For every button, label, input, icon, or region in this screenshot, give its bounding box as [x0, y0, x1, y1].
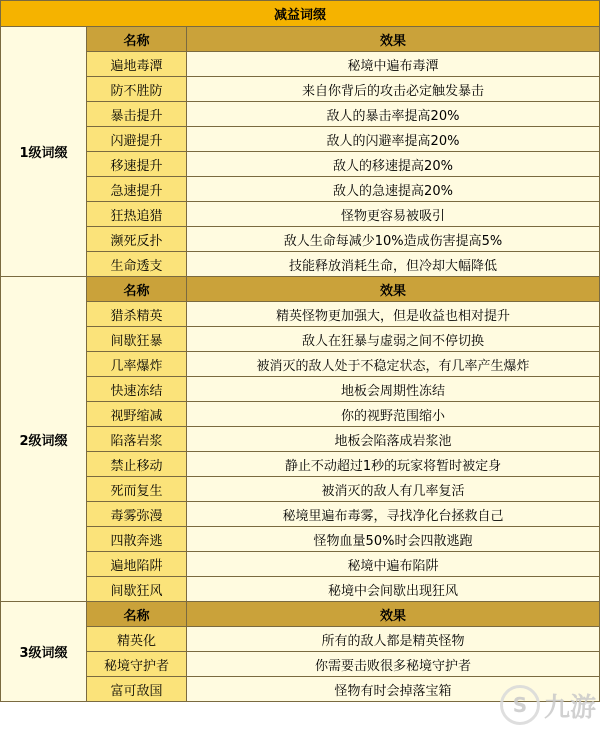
affix-name: 视野缩减	[87, 402, 187, 427]
affix-name: 防不胜防	[87, 77, 187, 102]
group-header-row	[1, 277, 600, 302]
table-row	[1, 352, 600, 377]
table-row	[1, 302, 600, 327]
affix-effect: 秘境里遍布毒雾，寻找净化台拯救自己	[187, 502, 600, 527]
affix-name: 猎杀精英	[87, 302, 187, 327]
affix-name: 快速冻结	[87, 377, 187, 402]
level-label: 1级词缀	[1, 27, 87, 277]
table-row	[1, 652, 600, 677]
table-row	[1, 552, 600, 577]
table-row	[1, 527, 600, 552]
table-row	[1, 627, 600, 652]
table-row	[1, 402, 600, 427]
table-row	[1, 477, 600, 502]
watermark-logo-icon: S	[500, 685, 540, 725]
column-header-name: 名称	[87, 602, 187, 627]
affix-name: 闪避提升	[87, 127, 187, 152]
affix-effect: 所有的敌人都是精英怪物	[187, 627, 600, 652]
table-row	[1, 377, 600, 402]
table-row	[1, 677, 600, 702]
table-row	[1, 52, 600, 77]
table-row	[1, 452, 600, 477]
affix-effect: 怪物有时会掉落宝箱	[187, 677, 600, 702]
column-header-name: 名称	[87, 27, 187, 52]
table-row	[1, 227, 600, 252]
affix-name: 四散奔逃	[87, 527, 187, 552]
affix-effect: 敌人的暴击率提高20%	[187, 102, 600, 127]
table-row	[1, 202, 600, 227]
affix-name: 间歇狂暴	[87, 327, 187, 352]
affix-effect: 秘境中遍布毒潭	[187, 52, 600, 77]
affix-name: 毒雾弥漫	[87, 502, 187, 527]
title-row	[1, 1, 600, 27]
affix-name: 移速提升	[87, 152, 187, 177]
affix-name: 富可敌国	[87, 677, 187, 702]
table-row	[1, 152, 600, 177]
affix-effect: 来自你背后的攻击必定触发暴击	[187, 77, 600, 102]
table-body	[1, 1, 600, 702]
affix-name: 禁止移动	[87, 452, 187, 477]
group-header-row	[1, 602, 600, 627]
affix-name: 濒死反扑	[87, 227, 187, 252]
level-label: 3级词缀	[1, 602, 87, 702]
affix-effect: 地板会陷落成岩浆池	[187, 427, 600, 452]
affix-effect: 敌人的移速提高20%	[187, 152, 600, 177]
column-header-name: 名称	[87, 277, 187, 302]
table-row	[1, 177, 600, 202]
affix-effect: 地板会周期性冻结	[187, 377, 600, 402]
affix-effect: 秘境中会间歇出现狂风	[187, 577, 600, 602]
watermark-text: 九游	[543, 692, 596, 723]
affix-effect: 被消灭的敌人有几率复活	[187, 477, 600, 502]
affix-name: 秘境守护者	[87, 652, 187, 677]
table-row	[1, 577, 600, 602]
affix-name: 陷落岩浆	[87, 427, 187, 452]
affix-effect: 敌人的急速提高20%	[187, 177, 600, 202]
affix-name: 几率爆炸	[87, 352, 187, 377]
affix-effect: 怪物血量50%时会四散逃跑	[187, 527, 600, 552]
affix-name: 遍地陷阱	[87, 552, 187, 577]
affix-name: 暴击提升	[87, 102, 187, 127]
table-row	[1, 427, 600, 452]
table-row	[1, 252, 600, 277]
table-row	[1, 502, 600, 527]
affix-name: 精英化	[87, 627, 187, 652]
affix-effect: 你需要击败很多秘境守护者	[187, 652, 600, 677]
table-row	[1, 77, 600, 102]
column-header-effect: 效果	[187, 277, 600, 302]
affix-name: 急速提升	[87, 177, 187, 202]
affix-effect: 你的视野范围缩小	[187, 402, 600, 427]
level-label: 2级词缀	[1, 277, 87, 602]
affix-effect: 秘境中遍布陷阱	[187, 552, 600, 577]
affix-effect: 静止不动超过1秒的玩家将暂时被定身	[187, 452, 600, 477]
affix-effect: 敌人在狂暴与虚弱之间不停切换	[187, 327, 600, 352]
table-row	[1, 327, 600, 352]
affix-name: 间歇狂风	[87, 577, 187, 602]
table-title: 减益词缀	[1, 1, 600, 27]
affix-effect: 怪物更容易被吸引	[187, 202, 600, 227]
affix-effect: 敌人生命每减少10%造成伤害提高5%	[187, 227, 600, 252]
affix-name: 狂热追猎	[87, 202, 187, 227]
affix-effect: 技能释放消耗生命，但冷却大幅降低	[187, 252, 600, 277]
table-row	[1, 127, 600, 152]
affix-effect: 精英怪物更加强大，但是收益也相对提升	[187, 302, 600, 327]
column-header-effect: 效果	[187, 27, 600, 52]
affix-name: 遍地毒潭	[87, 52, 187, 77]
table-row	[1, 102, 600, 127]
affix-effect: 被消灭的敌人处于不稳定状态，有几率产生爆炸	[187, 352, 600, 377]
affix-effect: 敌人的闪避率提高20%	[187, 127, 600, 152]
affix-name: 死而复生	[87, 477, 187, 502]
affix-name: 生命透支	[87, 252, 187, 277]
group-header-row	[1, 27, 600, 52]
column-header-effect: 效果	[187, 602, 600, 627]
